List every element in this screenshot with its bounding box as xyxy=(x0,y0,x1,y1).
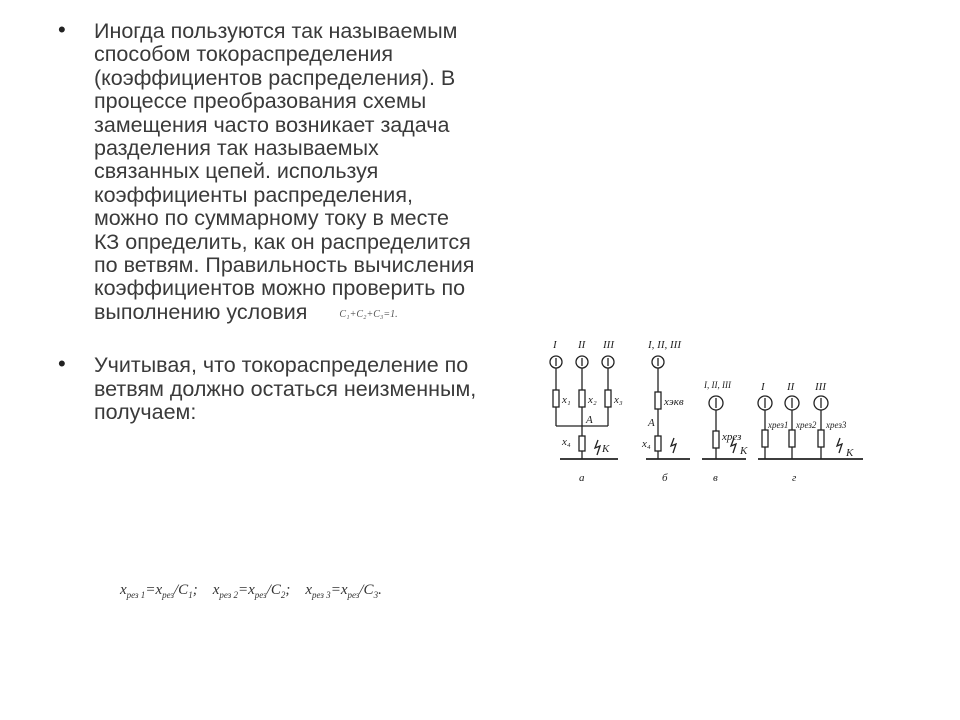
equivalent-circuit-figure xyxy=(538,332,868,487)
source-label: II xyxy=(787,381,795,393)
bullet-marker: • xyxy=(58,351,66,377)
fault-label: K xyxy=(602,443,610,455)
node-label: A xyxy=(648,417,655,429)
source-label: I, II, III xyxy=(704,380,731,390)
reactance-label: xэкв xyxy=(664,396,684,408)
bullet-item-1 xyxy=(58,17,478,326)
reactance-label: xрез1 xyxy=(768,420,789,430)
bullet-item-2 xyxy=(58,351,478,425)
result-formula: $x_{рез 1}=x_{рез}/C_1$; $x_{рез 2}=x_{рез}/C_2$; $x_{рез 3}=x_{рез}/C_3$. xyxy=(120,582,382,600)
caption-a: а xyxy=(579,472,585,484)
source-label: III xyxy=(603,339,614,351)
bullet-marker: • xyxy=(58,17,66,42)
reactance-label: xрез2 xyxy=(796,420,817,430)
reactance-label: x₃ xyxy=(614,394,623,406)
source-label: II xyxy=(578,339,586,351)
bullet-list xyxy=(58,17,478,425)
source-label: III xyxy=(815,381,826,393)
source-label: I, II, III xyxy=(648,339,681,351)
reactance-label: xрез3 xyxy=(826,420,847,430)
fault-label: K xyxy=(846,447,854,459)
caption-b: б xyxy=(662,472,668,484)
reactance-label: xрез xyxy=(722,431,742,443)
fault-label: K xyxy=(740,445,748,457)
caption-v: в xyxy=(713,472,718,484)
source-label: I xyxy=(761,381,765,393)
reactance-label: x₄ xyxy=(562,436,571,448)
reactance-label: x₂ xyxy=(588,394,597,406)
bullet-text: Иногда пользуются так называемым способом токораспределения (коэффициентов распределения). В процессе преобразования схемы замещения часто возникает задача разделения так называемых связанных цепей. используя коэффициенты распределения, можно по суммарному току в месте КЗ определить, как он распределится по ветвям. Правильность вычисления коэффициентов можно проверить по выполнению условия xyxy=(94,19,475,324)
sum-condition-formula: C₁+C₂+C₃=1. xyxy=(339,308,398,320)
bullet-text: Учитывая, что токораспределение по ветвям должно остаться неизменным, получаем: xyxy=(94,353,477,425)
reactance-label: x₄ xyxy=(642,438,651,450)
source-label: I xyxy=(553,339,557,351)
reactance-label: x₁ xyxy=(562,394,571,406)
caption-g: г xyxy=(792,472,797,484)
node-label: A xyxy=(586,414,593,426)
